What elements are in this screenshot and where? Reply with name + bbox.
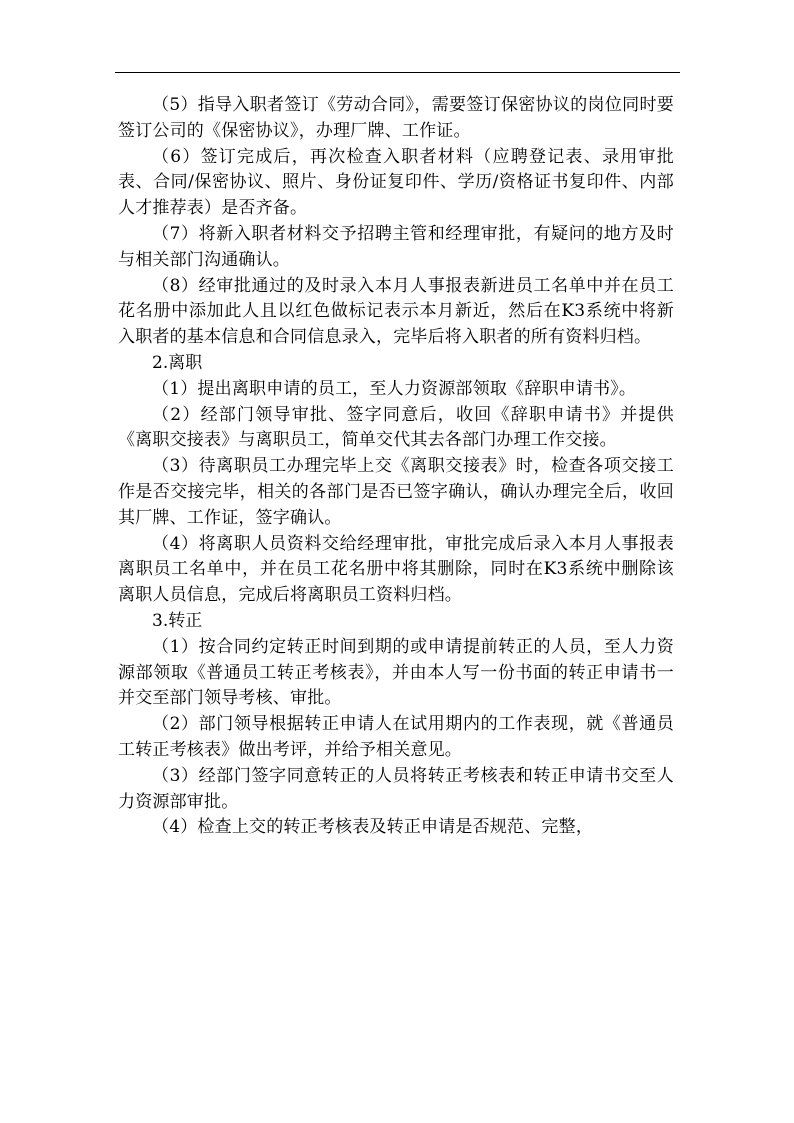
resignation-step-2: （2）经部门领导审批、签字同意后，收回《辞职申请书》并提供《离职交接表》与离职员工，简单交代其去各部门办理工作交接。	[118, 404, 674, 451]
resignation-step-1: （1）提出离职申请的员工，至人力资源部领取《辞职申请书》。	[152, 378, 637, 399]
regularization-step-4: （4）检查上交的转正考核表及转正申请是否规范、完整，	[152, 817, 594, 838]
paragraph-7-submit-approval: （7）将新入职者材料交予招聘主管和经理审批，有疑问的地方及时与相关部门沟通确认。	[118, 223, 674, 270]
document-body	[118, 93, 674, 841]
paragraph-5-sign-contract: （5）指导入职者签订《劳动合同》，需要签订保密协议的岗位同时要签订公司的《保密协议》，办理厂牌、工作证。	[118, 95, 674, 141]
paragraph-8-record-archive: （8）经审批通过的及时录入本月人事报表新进员工名单中并在员工花名册中添加此人且以红色做标记表示本月新近，然后在K3系统中将新入职者的基本信息和合同信息录入，完毕后将入职者的所有资料归档。	[118, 275, 674, 348]
regularization-step-3: （3）经部门签字同意转正的人员将转正考核表和转正申请书交至人力资源部审批。	[118, 765, 674, 812]
header-rule	[115, 72, 680, 73]
resignation-step-3: （3）待离职员工办理完毕上交《离职交接表》时，检查各项交接工作是否交接完毕，相关的各部门是否已签字确认，确认办理完全后，收回其厂牌、工作证，签字确认。	[118, 456, 674, 528]
regularization-step-1: （1）按合同约定转正时间到期的或申请提前转正的人员，至人力资源部领取《普通员工转正考核表》，并由本人写一份书面的转正申请书一并交至部门领导考核、审批。	[118, 636, 674, 709]
section-heading-regularization: 3.转正	[152, 610, 203, 631]
resignation-step-4: （4）将离职人员资料交给经理审批，审批完成后录入本月人事报表离职员工名单中，并在员工花名册中将其删除，同时在K3系统中删除该离职人员信息，完成后将离职员工资料归档。	[118, 533, 674, 606]
paragraph-6-check-materials: （6）签订完成后，再次检查入职者材料（应聘登记表、录用审批表、合同/保密协议、照片、身份证复印件、学历/资格证书复印件、内部人才推荐表）是否齐备。	[118, 146, 674, 219]
section-heading-resignation: 2.离职	[152, 352, 203, 373]
regularization-step-2: （2）部门领导根据转正申请人在试用期内的工作表现，就《普通员工转正考核表》做出考评，并给予相关意见。	[118, 714, 674, 760]
